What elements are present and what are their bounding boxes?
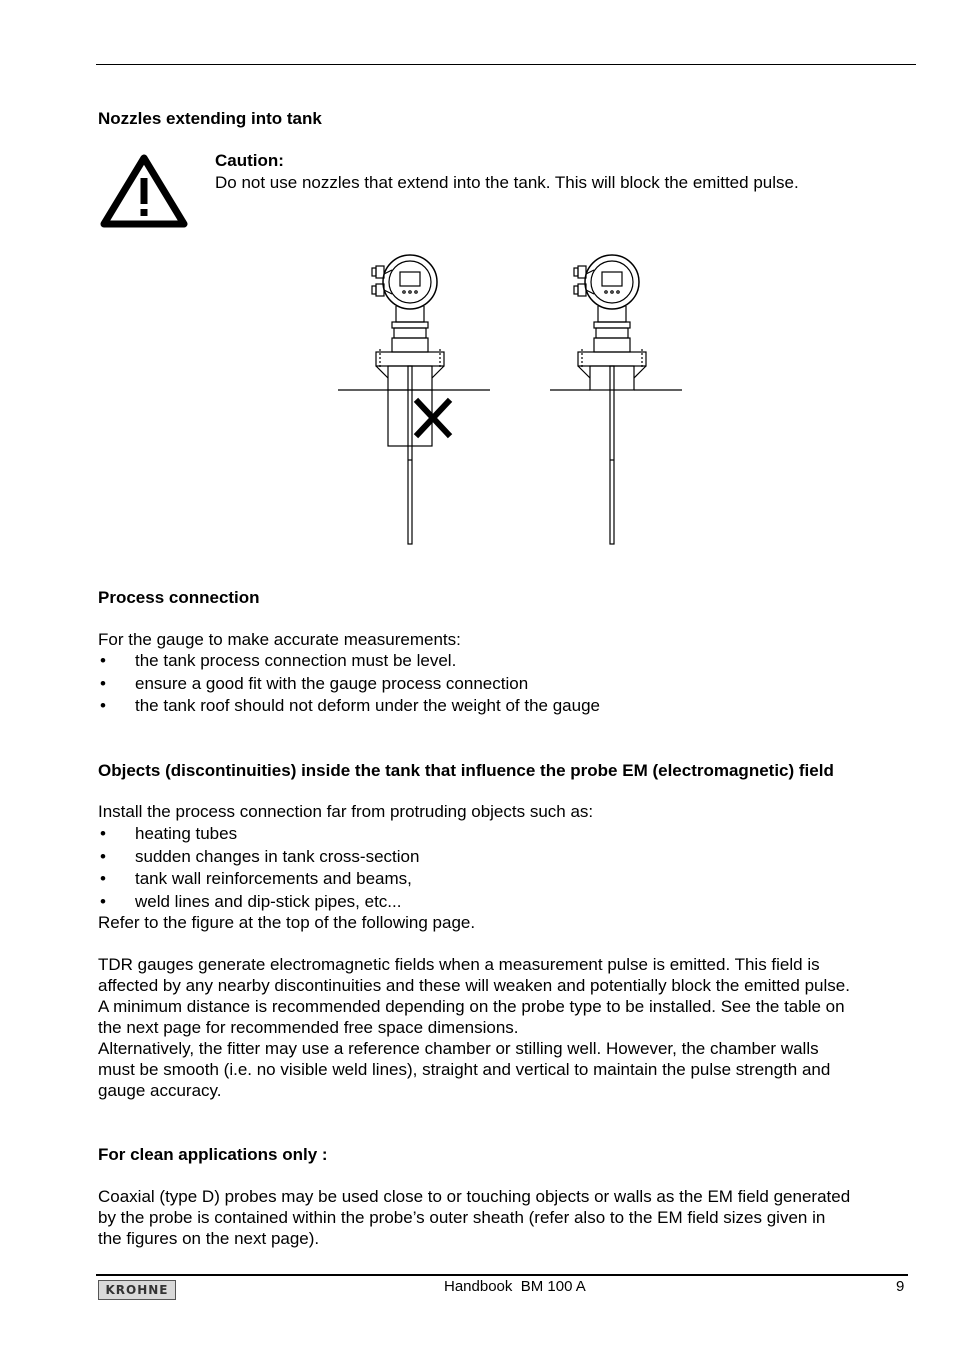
objects-intro: Install the process connection far from protruding objects such as: (98, 802, 594, 821)
gauge-with-extended-nozzle (338, 255, 490, 544)
heading-clean-applications: For clean applications only : (98, 1145, 328, 1164)
page-number: 9 (896, 1278, 905, 1295)
paragraph-line: TDR gauges generate electromagnetic fields when a measurement pulse is emitted. This field is (98, 955, 820, 974)
cross-mark-icon (418, 402, 448, 434)
objects-paragraph-1 (98, 954, 918, 1101)
warning-triangle-icon (98, 150, 190, 232)
objects-bullet-list (98, 823, 898, 913)
process-intro: For the gauge to make accurate measurements: (98, 630, 461, 649)
gauge-with-flush-nozzle (550, 255, 682, 544)
list-item: • the tank roof should not deform under the weight of the gauge (98, 695, 898, 718)
heading-nozzles: Nozzles extending into tank (98, 109, 322, 128)
nozzle-installation-figure (330, 250, 690, 550)
caution-title: Caution: (215, 151, 284, 170)
header-rule (96, 64, 916, 65)
footer-rule (96, 1274, 908, 1276)
paragraph-line: by the probe is contained within the probe’s outer sheath (refer also to the EM field sizes given in (98, 1208, 826, 1227)
clean-paragraph (98, 1186, 918, 1249)
list-item: • sudden changes in tank cross-section (98, 846, 898, 869)
paragraph-line: A minimum distance is recommended depending on the probe type to be installed. See the table on (98, 997, 845, 1016)
heading-objects: Objects (discontinuities) inside the tank that influence the probe EM (electromagnetic) field (98, 761, 834, 780)
paragraph-line: the next page for recommended free space dimensions. (98, 1018, 519, 1037)
paragraph-line: must be smooth (i.e. no visible weld lines), straight and vertical to maintain the pulse strength and (98, 1060, 831, 1079)
list-item: • tank wall reinforcements and beams, (98, 868, 898, 891)
krohne-logo (98, 1280, 176, 1300)
caution-text: Do not use nozzles that extend into the tank. This will block the emitted pulse. (215, 173, 799, 192)
list-item: • heating tubes (98, 823, 898, 846)
paragraph-line: Coaxial (type D) probes may be used close to or touching objects or walls as the EM field generated (98, 1187, 851, 1206)
paragraph-line: gauge accuracy. (98, 1081, 222, 1100)
list-item: • weld lines and dip-stick pipes, etc... (98, 891, 898, 914)
paragraph-line: Alternatively, the fitter may use a reference chamber or stilling well. However, the chamber walls (98, 1039, 819, 1058)
process-bullet-list (98, 650, 898, 718)
heading-process-connection: Process connection (98, 588, 260, 607)
paragraph-line: affected by any nearby discontinuities and these will weaken and potentially block the emitted pulse. (98, 976, 850, 995)
paragraph-line: the figures on the next page). (98, 1229, 320, 1248)
objects-refer: Refer to the figure at the top of the following page. (98, 913, 476, 932)
list-item: • the tank process connection must be level. (98, 650, 898, 673)
logo-text: KROHNE (105, 1283, 169, 1297)
footer-title: Handbook BM 100 A (444, 1278, 586, 1295)
list-item: • ensure a good fit with the gauge process connection (98, 673, 898, 696)
